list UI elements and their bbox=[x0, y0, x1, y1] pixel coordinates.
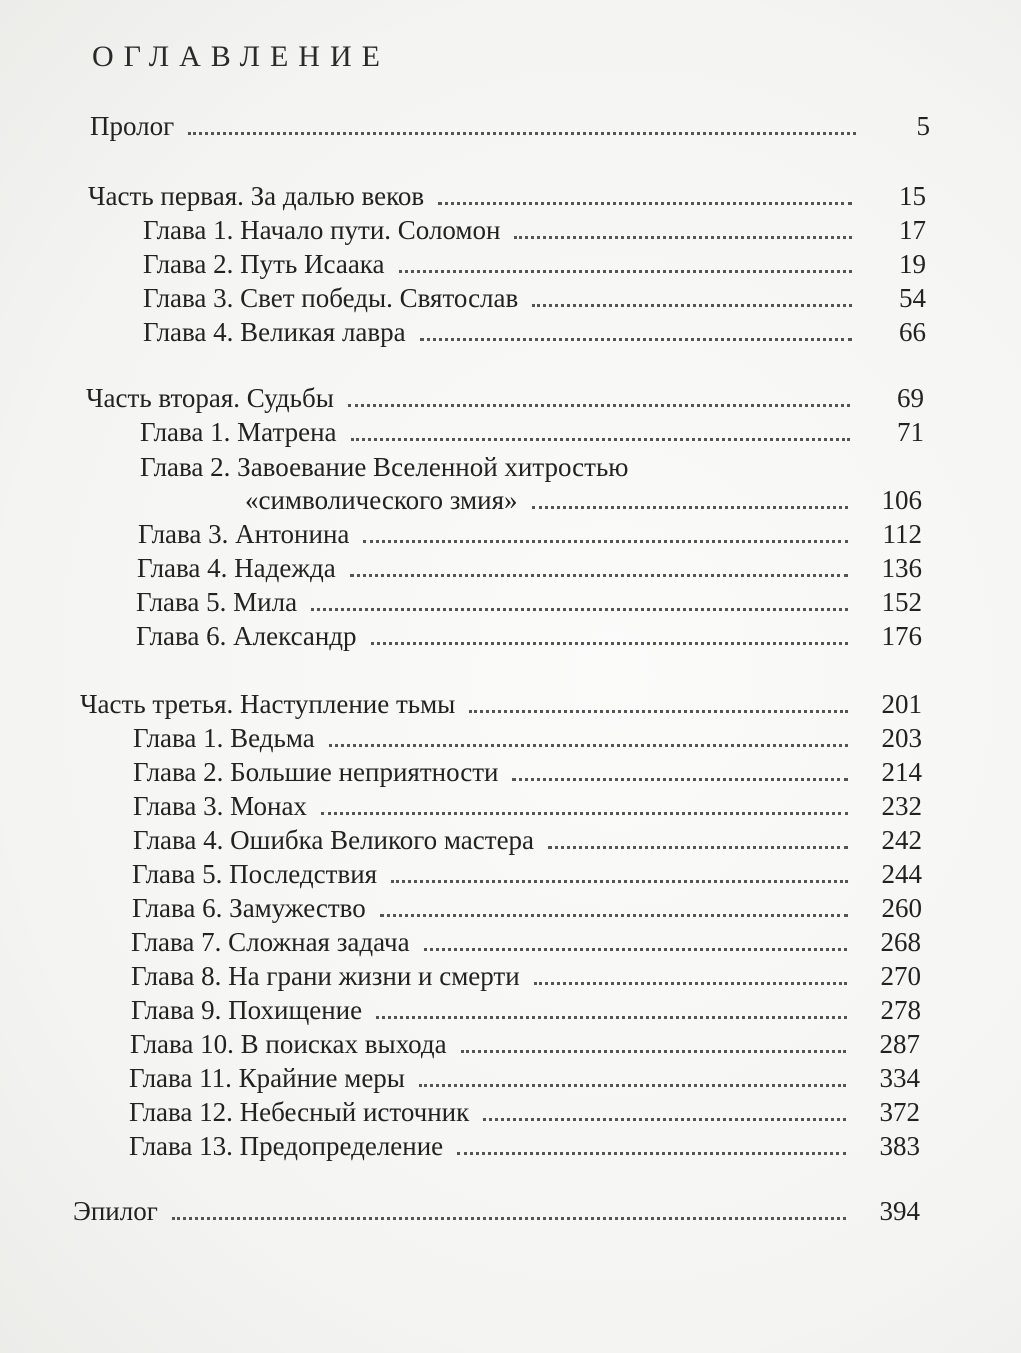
toc-entry-chapter bbox=[140, 416, 924, 448]
toc-entry-chapter bbox=[133, 790, 922, 822]
entry-page: 232 bbox=[881, 791, 922, 821]
dot-leader bbox=[399, 270, 853, 273]
entry-label: Глава 10. В поисках выхода bbox=[130, 1029, 447, 1059]
toc-entry-part-2 bbox=[86, 382, 924, 414]
toc-entry-chapter bbox=[129, 1130, 920, 1162]
entry-page: 201 bbox=[881, 689, 922, 719]
toc-entry-chapter bbox=[131, 926, 921, 958]
entry-label: Глава 5. Мила bbox=[136, 587, 298, 617]
dot-leader bbox=[457, 1152, 846, 1155]
toc-title: ОГЛАВЛЕНИЕ bbox=[92, 40, 390, 73]
entry-label: Глава 6. Замужество bbox=[132, 893, 366, 923]
dot-leader bbox=[469, 710, 848, 713]
entry-label: Часть третья. Наступление тьмы bbox=[80, 689, 456, 719]
entry-label: Глава 2. Большие неприятности bbox=[133, 757, 499, 787]
entry-page: 278 bbox=[880, 995, 921, 1025]
entry-page: 5 bbox=[916, 111, 930, 141]
entry-label: Глава 3. Антонина bbox=[138, 519, 350, 549]
entry-page: 287 bbox=[879, 1029, 920, 1059]
toc-entry-chapter bbox=[133, 824, 922, 856]
entry-page: 112 bbox=[882, 519, 922, 549]
entry-label: Глава 3. Свет победы. Святослав bbox=[143, 283, 519, 313]
dot-leader bbox=[532, 506, 848, 509]
entry-page: 15 bbox=[899, 181, 926, 211]
toc-entry-chapter bbox=[129, 1096, 920, 1128]
entry-page: 69 bbox=[897, 383, 924, 413]
toc-entry-chapter-title-line: Глава 2. Завоевание Вселенной хитростью bbox=[140, 452, 629, 482]
entry-label: Эпилог bbox=[73, 1196, 158, 1226]
entry-label: Часть первая. За далью веков bbox=[88, 181, 425, 211]
entry-page: 242 bbox=[881, 825, 922, 855]
dot-leader bbox=[438, 202, 852, 205]
entry-page: 19 bbox=[899, 249, 926, 279]
entry-label: Глава 13. Предопределение bbox=[129, 1131, 444, 1161]
toc-entry-chapter bbox=[136, 620, 922, 652]
dot-leader bbox=[512, 778, 848, 781]
entry-page: 54 bbox=[899, 283, 926, 313]
dot-leader bbox=[534, 982, 847, 985]
entry-page: 244 bbox=[881, 859, 922, 889]
dot-leader bbox=[350, 574, 848, 577]
toc-entry-chapter bbox=[131, 960, 921, 992]
dot-leader bbox=[172, 1217, 846, 1220]
entry-label: Глава 7. Сложная задача bbox=[131, 927, 410, 957]
dot-leader bbox=[424, 948, 847, 951]
toc-entry-part-1 bbox=[88, 180, 926, 212]
entry-page: 214 bbox=[881, 757, 922, 787]
dot-leader bbox=[376, 1016, 847, 1019]
entry-label: Глава 4. Великая лавра bbox=[143, 317, 406, 347]
toc-entry-chapter bbox=[138, 518, 922, 550]
entry-page: 372 bbox=[879, 1097, 920, 1127]
entry-page: 17 bbox=[899, 215, 926, 245]
entry-page: 66 bbox=[899, 317, 926, 347]
dot-leader bbox=[321, 812, 848, 815]
dot-leader bbox=[532, 304, 852, 307]
dot-leader bbox=[188, 132, 856, 135]
entry-label: Пролог bbox=[90, 111, 175, 141]
toc-entry-chapter bbox=[143, 316, 926, 348]
toc-entry-chapter-continuation bbox=[245, 484, 922, 516]
toc-entry-chapter bbox=[137, 552, 922, 584]
entry-label: Глава 6. Александр bbox=[136, 621, 357, 651]
entry-label: Глава 12. Небесный источник bbox=[129, 1097, 470, 1127]
toc-entry-chapter bbox=[129, 1062, 920, 1094]
dot-leader bbox=[548, 846, 848, 849]
entry-page: 334 bbox=[879, 1063, 920, 1093]
dot-leader bbox=[420, 338, 852, 341]
dot-leader bbox=[419, 1084, 846, 1087]
entry-label: Глава 9. Похищение bbox=[131, 995, 363, 1025]
toc-entry-epilogue bbox=[73, 1195, 920, 1227]
entry-page: 203 bbox=[881, 723, 922, 753]
toc-entry-chapter bbox=[143, 282, 926, 314]
dot-leader bbox=[311, 608, 848, 611]
entry-page: 71 bbox=[897, 417, 924, 447]
entry-label: Глава 1. Матрена bbox=[140, 417, 337, 447]
entry-page: 152 bbox=[881, 587, 922, 617]
entry-page: 268 bbox=[880, 927, 921, 957]
dot-leader bbox=[380, 914, 848, 917]
dot-leader bbox=[461, 1050, 846, 1053]
dot-leader bbox=[348, 404, 850, 407]
toc-entry-part-3 bbox=[80, 688, 922, 720]
dot-leader bbox=[514, 236, 852, 239]
dot-leader bbox=[351, 438, 850, 441]
toc-entry-prologue bbox=[90, 110, 930, 142]
toc-entry-chapter bbox=[133, 756, 922, 788]
toc-entry-chapter bbox=[131, 994, 921, 1026]
entry-page: 383 bbox=[879, 1131, 920, 1161]
toc-entry-chapter bbox=[132, 858, 922, 890]
entry-label: Глава 4. Ошибка Великого мастера bbox=[133, 825, 535, 855]
toc-entry-chapter bbox=[132, 892, 922, 924]
toc-entry-chapter bbox=[133, 722, 922, 754]
entry-label: Глава 4. Надежда bbox=[137, 553, 336, 583]
entry-label: Глава 1. Ведьма bbox=[133, 723, 315, 753]
toc-entry-chapter bbox=[143, 214, 926, 246]
dot-leader bbox=[371, 642, 848, 645]
dot-leader bbox=[391, 880, 848, 883]
entry-page: 106 bbox=[881, 485, 922, 515]
toc-entry-chapter bbox=[130, 1028, 920, 1060]
entry-label: Глава 1. Начало пути. Соломон bbox=[143, 215, 501, 245]
entry-label: Глава 2. Путь Исаака bbox=[143, 249, 385, 279]
toc-entry-chapter bbox=[143, 248, 926, 280]
dot-leader bbox=[329, 744, 848, 747]
entry-label: Глава 3. Монах bbox=[133, 791, 307, 821]
dot-leader bbox=[363, 540, 848, 543]
entry-page: 136 bbox=[881, 553, 922, 583]
toc-entry-chapter bbox=[136, 586, 922, 618]
entry-label: Глава 8. На грани жизни и смерти bbox=[131, 961, 520, 991]
entry-label: «символического змия» bbox=[245, 485, 518, 515]
dot-leader bbox=[483, 1118, 846, 1121]
entry-page: 176 bbox=[881, 621, 922, 651]
entry-label: Глава 11. Крайние меры bbox=[129, 1063, 405, 1093]
entry-page: 394 bbox=[879, 1196, 920, 1226]
entry-label: Глава 5. Последствия bbox=[132, 859, 378, 889]
entry-page: 260 bbox=[881, 893, 922, 923]
entry-page: 270 bbox=[880, 961, 921, 991]
entry-label: Часть вторая. Судьбы bbox=[86, 383, 334, 413]
